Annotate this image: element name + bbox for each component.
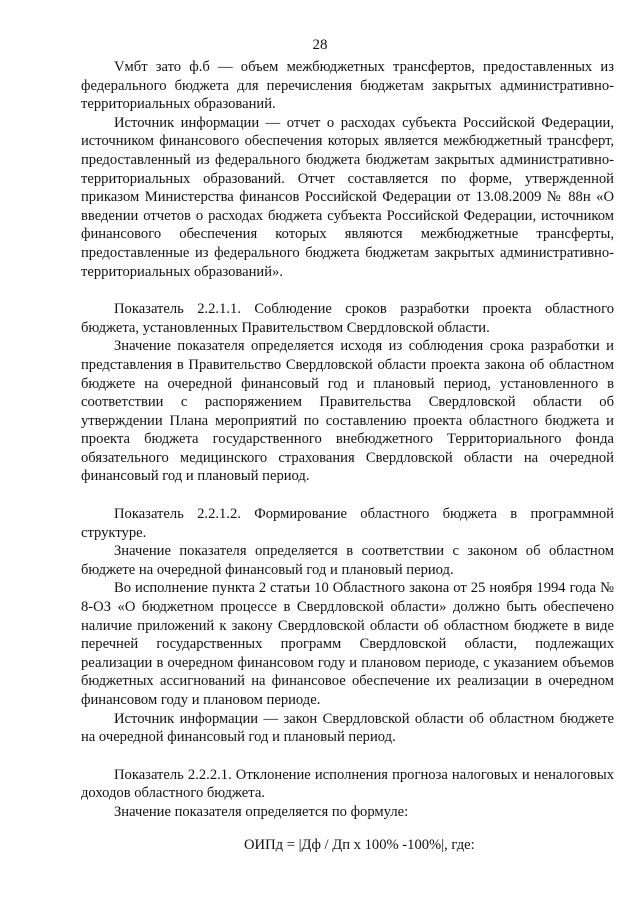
- section-gap: [81, 747, 614, 766]
- paragraph-indicator-2-2-2-1: Показатель 2.2.2.1. Отклонение исполнения прогноза налоговых и неналоговых доходов областного бюджета.: [81, 766, 614, 802]
- paragraph-indicator-2-2-1-1-value: Значение показателя определяется исходя из соблюдения срока разработки и представления в Правительство Свердловской области проекта закона об областном бюджете на очередной финансовый год и плановый период, установленного в соответствии с распоряжением Правительства Свердловской области об утверждении Плана мероприятий по составлению проекта областного бюджета и проекта бюджета государственного внебюджетного Территориального фонда обязательного медицинского страхования Свердловской области на очередной финансовый год и плановый период.: [81, 338, 614, 485]
- paragraph-indicator-2-2-1-2: Показатель 2.2.1.2. Формирование областного бюджета в программной структуре.: [81, 506, 614, 541]
- paragraph-law-requirement: Во исполнение пункта 2 статьи 10 Областного закона от 25 ноября 1994 года № 8-ОЗ «О бюджетном процессе в Свердловской области» должно быть обеспечено наличие приложений к закону Свердловской области об областном бюджете в виде перечней государственных программ Свердловской области, подлежащих реализации в очередном финансовом году и плановом периоде, с указанием объемов бюджетных ассигнований на финансовое обеспечение их реализации в очередном финансовом году и плановом периоде.: [81, 580, 614, 708]
- formula: ОИПд = |Дф / Дп х 100% -100%|, где:: [244, 836, 475, 853]
- document-body: [81, 58, 614, 854]
- paragraph-vmbt-definition: Vмбт зато ф.б — объем межбюджетных трансфертов, предоставленных из федерального бюджета для перечисления бюджетам закрытых административно-территориальных образований.: [81, 59, 614, 113]
- section-gap: [81, 486, 614, 505]
- paragraph-source-report: Источник информации — отчет о расходах субъекта Российской Федерации, источником финансового обеспечения которых является межбюджетный трансферт, предоставленный из федерального бюджета бюджетам закрытых административно-территориальных образований. Отчет составляется по форме, утвержденной приказом Министерства финансов Российской Федерации от 13.08.2009 № 88н «О введении отчетов о расходах бюджета субъекта Российской Федерации, источником финансового обеспечения которых являются межбюджетные трансферты, предоставленные из федерального бюджета бюджетам закрытых административно-территориальных образований».: [81, 114, 614, 280]
- page-number: 28: [312, 37, 328, 53]
- paragraph-indicator-2-2-1-1: Показатель 2.2.1.1. Соблюдение сроков разработки проекта областного бюджета, установленных Правительством Свердловской области.: [81, 301, 614, 336]
- section-gap: [81, 281, 614, 300]
- paragraph-indicator-2-2-1-2-value: Значение показателя определяется в соответствии с законом об областном бюджете на очередной финансовый год и плановый период.: [81, 543, 614, 578]
- paragraph-source-law: Источник информации — закон Свердловской области об областном бюджете на очередной финансовый год и плановый период.: [81, 710, 614, 746]
- paragraph-formula-intro: Значение показателя определяется по формуле:: [114, 803, 409, 820]
